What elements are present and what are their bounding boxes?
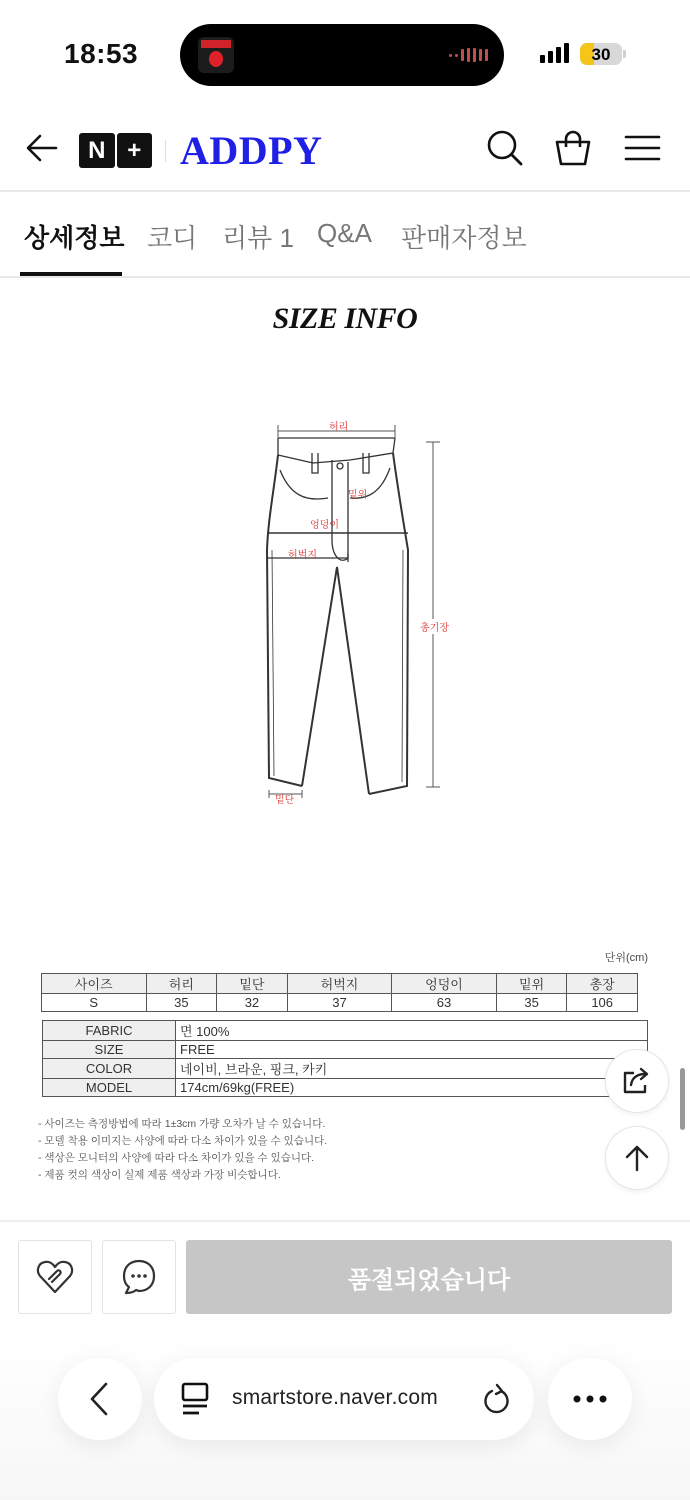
note-line: - 모델 착용 이미지는 사양에 따라 다소 차이가 있을 수 있습니다. <box>38 1135 328 1147</box>
status-bar <box>0 0 690 100</box>
tab-review[interactable]: 리뷰 1 <box>222 223 294 253</box>
table-row <box>43 1059 648 1079</box>
info-label: SIZE <box>43 1041 176 1059</box>
header-cell: 밑단 <box>217 974 288 994</box>
audio-waveform-icon <box>449 48 488 62</box>
size-info-title: SIZE INFO <box>272 302 418 335</box>
size-notes <box>38 1116 327 1184</box>
note-line: - 제품 컷의 색상이 실제 제품 색상과 가장 비슷합니다. <box>38 1169 281 1181</box>
store-header <box>0 100 690 192</box>
browser-more-button[interactable] <box>548 1358 632 1440</box>
label-hip: 엉덩이 <box>310 520 339 531</box>
cart-button[interactable] <box>553 128 593 168</box>
wishlist-button[interactable] <box>18 1240 92 1314</box>
chat-bubble-icon <box>119 1257 159 1297</box>
menu-button[interactable] <box>623 128 663 168</box>
table-row <box>43 1021 648 1041</box>
header-cell: 총장 <box>567 974 638 994</box>
browser-toolbar <box>0 1332 690 1500</box>
header-cell: 사이즈 <box>42 974 147 994</box>
purchase-action-bar <box>0 1220 690 1332</box>
page-menu-icon[interactable] <box>180 1382 210 1416</box>
tab-detail[interactable]: 상세정보 <box>24 223 125 253</box>
detail-tabs <box>0 192 690 278</box>
shopping-bag-icon <box>553 128 593 168</box>
scrollbar-thumb[interactable] <box>680 1068 685 1130</box>
battery-icon <box>580 43 622 65</box>
search-button[interactable] <box>485 128 525 168</box>
header-cell: 허리 <box>146 974 217 994</box>
dynamic-island[interactable] <box>180 24 504 86</box>
battery-level: 30 <box>591 45 611 64</box>
cell-thigh: 37 <box>287 994 392 1012</box>
cell-size: S <box>42 994 147 1012</box>
url-text[interactable]: smartstore.naver.com <box>232 1386 438 1409</box>
chevron-left-icon <box>86 1382 114 1416</box>
naver-plus-badge[interactable] <box>79 133 152 168</box>
tab-seller-info[interactable]: 판매자정보 <box>401 223 527 253</box>
label-total-length: 총기장 <box>420 619 449 634</box>
info-label: FABRIC <box>43 1021 176 1041</box>
pants-outline-icon <box>250 410 460 810</box>
share-icon <box>620 1064 654 1098</box>
status-time: 18:53 <box>64 38 139 69</box>
cell-hip: 63 <box>392 994 497 1012</box>
info-value: FREE <box>176 1041 648 1059</box>
browser-back-button[interactable] <box>58 1358 142 1440</box>
scroll-top-button[interactable] <box>605 1126 669 1190</box>
size-table-header <box>42 974 638 994</box>
active-tab-indicator <box>20 272 122 276</box>
size-table <box>41 973 638 1012</box>
tab-qna[interactable]: Q&A <box>317 218 372 248</box>
arrow-left-icon <box>24 130 60 166</box>
hamburger-menu-icon <box>623 128 663 168</box>
header-cell: 밑위 <box>496 974 567 994</box>
back-button[interactable] <box>24 130 60 166</box>
naver-plus-mark: + <box>117 133 153 168</box>
info-value: 면 100% <box>176 1021 648 1041</box>
arrow-up-icon <box>622 1143 652 1173</box>
cell-waist: 35 <box>146 994 217 1012</box>
logo-divider <box>165 140 166 162</box>
info-value: 네이비, 브라운, 핑크, 카키 <box>176 1059 648 1079</box>
brand-logo[interactable]: ADDPY <box>180 128 323 173</box>
sold-out-button[interactable]: 품절되었습니다 <box>186 1240 672 1314</box>
info-label: COLOR <box>43 1059 176 1079</box>
address-bar[interactable] <box>154 1358 534 1440</box>
battery-tip <box>623 50 626 58</box>
reload-icon[interactable] <box>482 1382 512 1416</box>
tab-coordi[interactable]: 코디 <box>147 223 198 253</box>
cellular-signal-icon <box>540 43 569 63</box>
pants-size-diagram <box>250 410 460 810</box>
info-label: MODEL <box>43 1079 176 1097</box>
note-line: - 색상은 모니터의 사양에 따라 다소 차이가 있을 수 있습니다. <box>38 1152 315 1164</box>
table-row <box>43 1041 648 1059</box>
header-cell: 허벅지 <box>287 974 392 994</box>
search-icon <box>485 128 525 168</box>
info-value: 174cm/69kg(FREE) <box>176 1079 648 1097</box>
cell-total-length: 106 <box>567 994 638 1012</box>
talk-button[interactable] <box>102 1240 176 1314</box>
label-rise: 밑위 <box>348 490 368 501</box>
label-thigh: 허벅지 <box>288 550 317 561</box>
unit-label: 단위(cm) <box>604 952 648 964</box>
table-row <box>43 1079 648 1097</box>
more-dots-icon <box>572 1394 608 1404</box>
album-art-icon <box>198 37 234 73</box>
table-row <box>42 994 638 1012</box>
naver-n-mark: N <box>79 133 115 168</box>
share-button[interactable] <box>605 1049 669 1113</box>
label-waist: 허리 <box>329 422 349 433</box>
naver-heart-icon <box>35 1257 75 1297</box>
cell-rise: 35 <box>496 994 567 1012</box>
label-hem: 밑단 <box>275 795 295 806</box>
product-info-table <box>42 1020 648 1097</box>
note-line: - 사이즈는 측정방법에 따라 1±3cm 가량 오차가 날 수 있습니다. <box>38 1118 326 1130</box>
header-cell: 엉덩이 <box>392 974 497 994</box>
cell-hem: 32 <box>217 994 288 1012</box>
